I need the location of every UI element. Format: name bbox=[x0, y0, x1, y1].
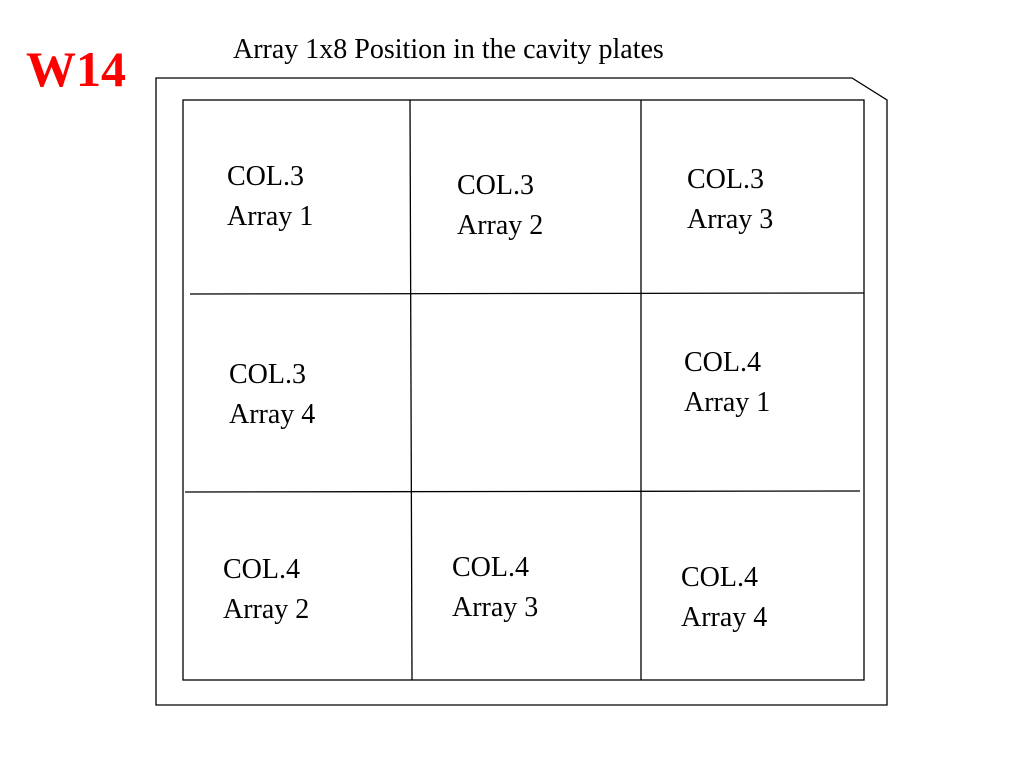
cell-label-r2-c3 bbox=[684, 343, 770, 423]
cell-column-label: COL.4 bbox=[223, 554, 300, 585]
cell-column-label: COL.4 bbox=[684, 347, 761, 378]
cell-label-r1-c2 bbox=[457, 166, 543, 246]
cell-column-label: COL.3 bbox=[687, 164, 764, 195]
cell-label-r3-c1 bbox=[223, 550, 309, 630]
cell-label-r1-c1 bbox=[227, 157, 313, 237]
cell-array-label: Array 2 bbox=[457, 210, 544, 241]
grid-divider-horizontal-2 bbox=[185, 491, 860, 492]
cell-column-label: COL.3 bbox=[457, 170, 534, 201]
cell-array-label: Array 4 bbox=[681, 602, 768, 633]
slide-title: Array 1x8 Position in the cavity plates bbox=[233, 34, 664, 65]
cell-array-label: Array 3 bbox=[687, 204, 774, 235]
cell-column-label: COL.4 bbox=[681, 562, 758, 593]
cell-column-label: COL.4 bbox=[452, 552, 529, 583]
grid-divider-horizontal-1 bbox=[190, 293, 864, 294]
grid-divider-vertical-1 bbox=[410, 100, 412, 680]
cell-label-r2-c1 bbox=[229, 355, 315, 435]
cell-array-label: Array 3 bbox=[452, 592, 539, 623]
cell-label-r3-c3 bbox=[681, 558, 767, 638]
slide-tag: W14 bbox=[26, 41, 126, 97]
cell-label-r1-c3 bbox=[687, 160, 773, 240]
cell-array-label: Array 2 bbox=[223, 594, 310, 625]
cell-column-label: COL.3 bbox=[229, 359, 306, 390]
cell-label-r3-c2 bbox=[452, 548, 538, 628]
cell-array-label: Array 4 bbox=[229, 399, 316, 430]
cell-array-label: Array 1 bbox=[684, 387, 771, 418]
cell-column-label: COL.3 bbox=[227, 161, 304, 192]
cell-array-label: Array 1 bbox=[227, 201, 314, 232]
